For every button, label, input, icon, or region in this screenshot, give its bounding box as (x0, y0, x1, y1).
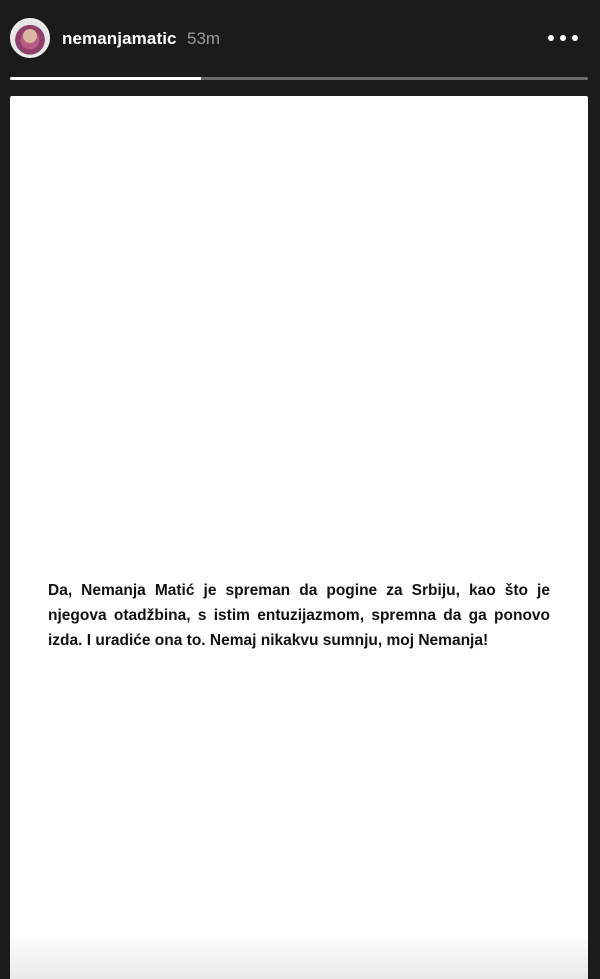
avatar[interactable] (10, 18, 50, 58)
bottom-fade (10, 934, 588, 979)
story-progress-bar (10, 77, 588, 80)
more-dots-icon (572, 35, 578, 41)
more-dots-icon (548, 35, 554, 41)
story-content[interactable] (10, 96, 588, 979)
more-dots-icon (560, 35, 566, 41)
story-text: Da, Nemanja Matić je spreman da pogine za Srbiju, kao što je njegova otadžbina, s istim entuzijazmom, spremna da ga ponovo izda. I uradiće ona to. Nemaj nikakvu sumnju, moj Nemanja! (48, 582, 550, 649)
story-timestamp: 53m (187, 29, 221, 48)
more-options-button[interactable] (548, 28, 578, 48)
story-header (0, 0, 600, 76)
username[interactable]: nemanjamatic (62, 29, 177, 48)
story-progress-fill (10, 77, 201, 80)
